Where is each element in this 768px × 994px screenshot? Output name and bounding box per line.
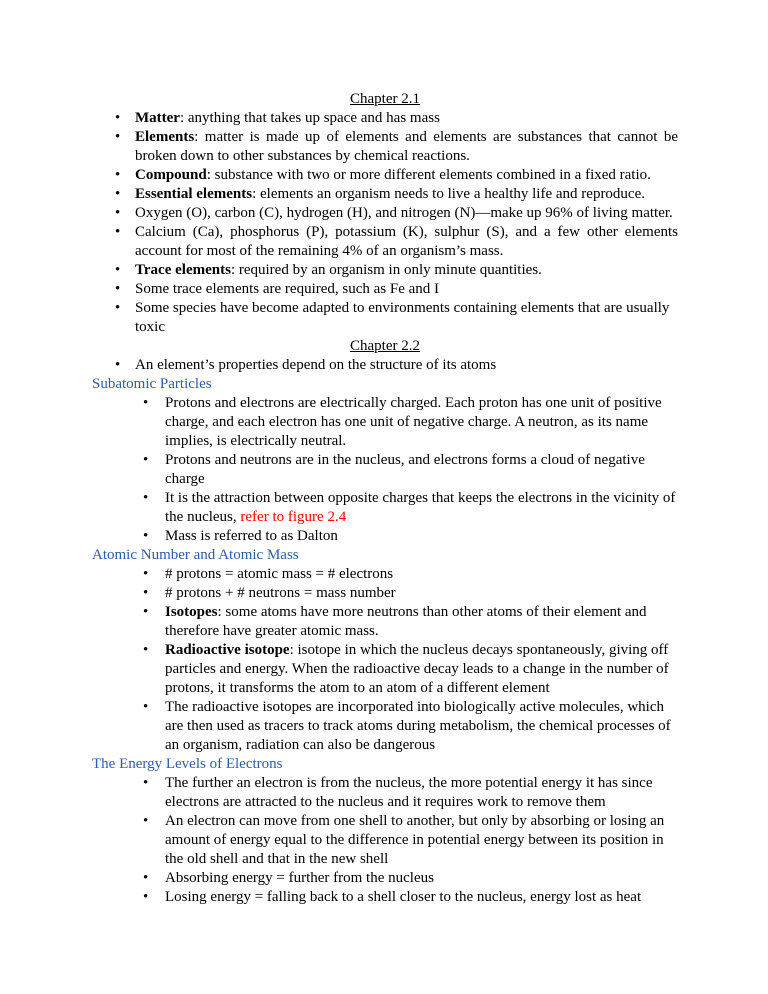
bullet-text bbox=[165, 451, 678, 489]
bullet-item-level1 bbox=[92, 185, 678, 204]
bullet-item-level2 bbox=[92, 394, 678, 451]
text-run: Subatomic Particles bbox=[92, 376, 212, 392]
text-run: : required by an organism in only minute quantities. bbox=[230, 262, 542, 278]
text-run: Compound bbox=[135, 167, 207, 183]
underlined-heading-text bbox=[350, 338, 420, 354]
text-run: Essential elements bbox=[135, 186, 253, 202]
text-run: The further an electron is from the nucleus, the more potential energy it has since electrons are attracted to the nucleus and it requires work to remove them bbox=[165, 775, 653, 810]
bullet-marker: • bbox=[115, 281, 121, 297]
bullet-marker: • bbox=[143, 870, 149, 886]
text-run: refer to figure 2.4 bbox=[240, 509, 347, 525]
bullet-marker: • bbox=[115, 205, 121, 221]
bullet-item-level2 bbox=[92, 774, 678, 812]
bullet-marker: • bbox=[115, 224, 121, 240]
bullet-marker: • bbox=[115, 129, 121, 145]
underlined-heading-text bbox=[350, 91, 420, 107]
bullet-text bbox=[165, 527, 678, 546]
bullet-marker: • bbox=[143, 813, 149, 829]
text-run: : elements an organism needs to live a healthy life and reproduce. bbox=[252, 186, 646, 202]
bullet-item-level1 bbox=[92, 223, 678, 261]
bullet-text bbox=[165, 888, 678, 907]
bullet-text bbox=[135, 261, 678, 280]
bullet-marker: • bbox=[143, 889, 149, 905]
bullet-marker: • bbox=[143, 490, 149, 506]
text-run: : matter is made up of elements and elements are substances that cannot be broken down to other substances by chemical reactions. bbox=[135, 129, 678, 164]
bullet-item-level2 bbox=[92, 888, 678, 907]
bullet-item-level1 bbox=[92, 280, 678, 299]
bullet-text bbox=[165, 698, 678, 755]
bullet-item-level1 bbox=[92, 128, 678, 166]
bullet-marker: • bbox=[115, 110, 121, 126]
text-run: An element’s properties depend on the structure of its atoms bbox=[135, 357, 497, 373]
text-run: Calcium (Ca), phosphorus (P), potassium (K), sulphur (S), and a few other elements account for most of the remaining 4% of an organism’s mass. bbox=[135, 224, 678, 259]
text-run: Some species have become adapted to environments containing elements that are usually toxic bbox=[135, 300, 670, 335]
bullet-text bbox=[165, 869, 678, 888]
bullet-item-level2 bbox=[92, 489, 678, 527]
bullet-text bbox=[135, 128, 678, 166]
chapter-heading bbox=[92, 337, 678, 356]
bullet-marker: • bbox=[115, 300, 121, 316]
text-run: Trace elements bbox=[135, 262, 231, 278]
text-run: # protons = atomic mass = # electrons bbox=[165, 566, 394, 582]
text-run: It is the attraction between opposite charges that keeps the electrons in the vicinity of the nucleus, bbox=[165, 490, 676, 525]
bullet-item-level2 bbox=[92, 565, 678, 584]
bullet-item-level2 bbox=[92, 527, 678, 546]
bullet-text bbox=[165, 394, 678, 451]
bullet-text bbox=[135, 280, 678, 299]
bullet-item-level1 bbox=[92, 299, 678, 337]
bullet-item-level2 bbox=[92, 641, 678, 698]
text-run: Isotopes bbox=[165, 604, 218, 620]
bullet-text bbox=[165, 774, 678, 812]
bullet-text bbox=[135, 185, 678, 204]
bullet-marker: • bbox=[143, 395, 149, 411]
bullet-marker: • bbox=[143, 566, 149, 582]
bullet-item-level2 bbox=[92, 812, 678, 869]
bullet-marker: • bbox=[143, 604, 149, 620]
bullet-text bbox=[135, 109, 678, 128]
text-run: : isotope in which the nucleus decays spontaneously, giving off particles and energy. When the radioactive decay leads to a change in the number of protons, it transforms the atom to an atom of a different element bbox=[165, 642, 669, 696]
bullet-text bbox=[165, 641, 678, 698]
bullet-marker: • bbox=[143, 528, 149, 544]
text-run: The Energy Levels of Electrons bbox=[92, 756, 283, 772]
text-run: Absorbing energy = further from the nucleus bbox=[165, 870, 434, 886]
text-run: Some trace elements are required, such as Fe and I bbox=[135, 281, 440, 297]
bullet-marker: • bbox=[143, 452, 149, 468]
bullet-marker: • bbox=[143, 642, 149, 658]
bullet-text bbox=[165, 812, 678, 869]
bullet-item-level1 bbox=[92, 261, 678, 280]
text-run: Protons and electrons are electrically charged. Each proton has one unit of positive charge, and each electron has one unit of negative charge. A neutron, as its name implies, is electrically neutral. bbox=[165, 395, 662, 449]
text-run: Mass is referred to as Dalton bbox=[165, 528, 338, 544]
bullet-item-level2 bbox=[92, 698, 678, 755]
bullet-item-level2 bbox=[92, 869, 678, 888]
bullet-item-level2 bbox=[92, 451, 678, 489]
bullet-text bbox=[135, 204, 678, 223]
text-run: # protons + # neutrons = mass number bbox=[165, 585, 396, 601]
section-subheading bbox=[92, 755, 678, 774]
bullet-text bbox=[165, 565, 678, 584]
chapter-heading bbox=[92, 90, 678, 109]
bullet-marker: • bbox=[115, 357, 121, 373]
text-run: Chapter 2.1 bbox=[350, 91, 420, 107]
text-run: Protons and neutrons are in the nucleus, and electrons forms a cloud of negative charge bbox=[165, 452, 645, 487]
bullet-item-level1 bbox=[92, 109, 678, 128]
text-run: Radioactive isotope bbox=[165, 642, 290, 658]
text-run: Matter bbox=[135, 110, 180, 126]
bullet-text bbox=[165, 603, 678, 641]
bullet-marker: • bbox=[115, 186, 121, 202]
text-run: An electron can move from one shell to another, but only by absorbing or losing an amount of energy equal to the difference in potential energy between its position in the old shell and that in the new shell bbox=[165, 813, 665, 867]
bullet-text bbox=[165, 489, 678, 527]
bullet-text bbox=[135, 223, 678, 261]
section-subheading bbox=[92, 546, 678, 565]
text-run: Elements bbox=[135, 129, 195, 145]
bullet-marker: • bbox=[115, 167, 121, 183]
bullet-text bbox=[135, 356, 678, 375]
bullet-marker: • bbox=[143, 699, 149, 715]
text-run: : anything that takes up space and has mass bbox=[179, 110, 440, 126]
text-run: Chapter 2.2 bbox=[350, 338, 420, 354]
bullet-item-level1 bbox=[92, 204, 678, 223]
bullet-marker: • bbox=[143, 775, 149, 791]
text-run: : some atoms have more neutrons than other atoms of their element and therefore have greater atomic mass. bbox=[165, 604, 647, 639]
bullet-item-level1 bbox=[92, 166, 678, 185]
bullet-item-level2 bbox=[92, 603, 678, 641]
bullet-text bbox=[165, 584, 678, 603]
bullet-item-level2 bbox=[92, 584, 678, 603]
document-content bbox=[92, 90, 678, 907]
section-subheading bbox=[92, 375, 678, 394]
bullet-item-level1 bbox=[92, 356, 678, 375]
text-run: Losing energy = falling back to a shell closer to the nucleus, energy lost as heat bbox=[165, 889, 642, 905]
bullet-text bbox=[135, 166, 678, 185]
bullet-marker: • bbox=[115, 262, 121, 278]
text-run: The radioactive isotopes are incorporated into biologically active molecules, which are then used as tracers to track atoms during metabolism, the chemical processes of an organism, radiation can also be dangerous bbox=[165, 699, 671, 753]
text-run: : substance with two or more different elements combined in a fixed ratio. bbox=[206, 167, 651, 183]
text-run: Oxygen (O), carbon (C), hydrogen (H), and nitrogen (N)—make up 96% of living matter. bbox=[135, 205, 673, 221]
text-run: Atomic Number and Atomic Mass bbox=[92, 547, 299, 563]
bullet-marker: • bbox=[143, 585, 149, 601]
bullet-text bbox=[135, 299, 678, 337]
